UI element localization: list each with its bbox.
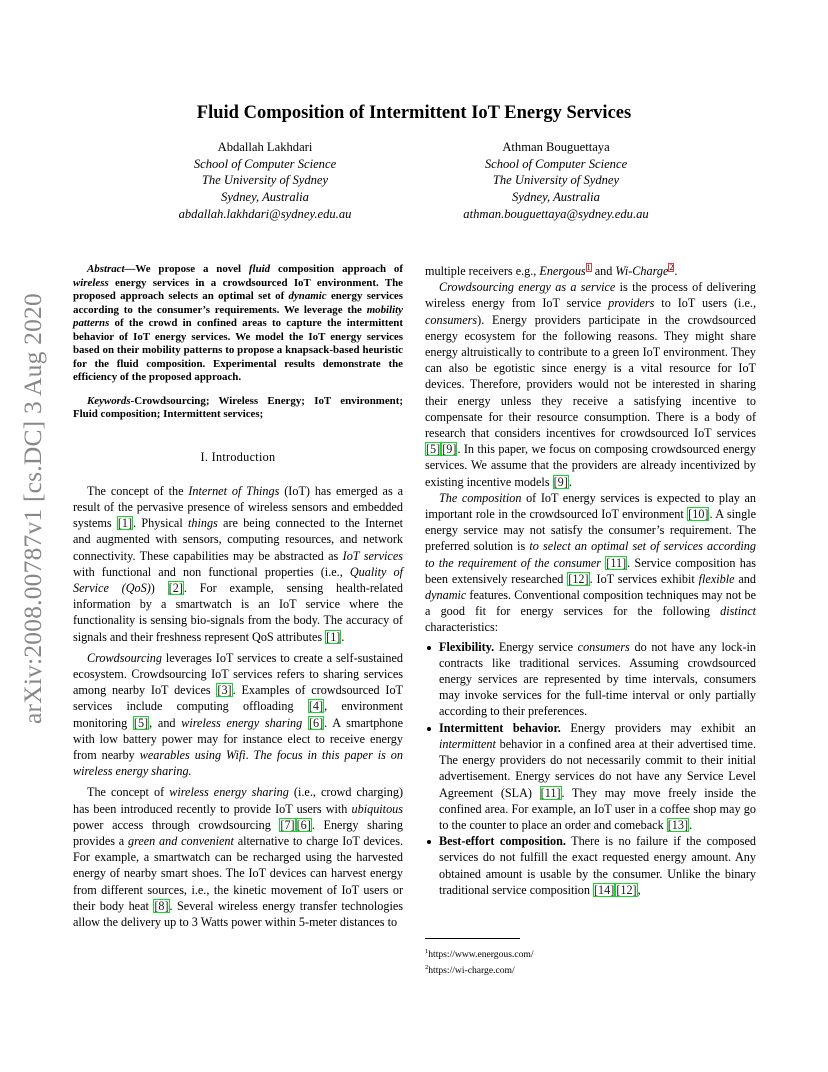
author-university: The University of Sydney	[201, 173, 329, 188]
author-email: athman.bouguettaya@sydney.edu.au	[463, 206, 649, 221]
author-university: The University of Sydney	[492, 173, 620, 188]
left-column	[73, 263, 403, 930]
author-school: School of Computer Science	[484, 156, 628, 171]
footnote-link[interactable]: 2	[669, 262, 674, 272]
footnote-2: $^2$https://wi-charge.com/	[425, 964, 515, 977]
citation-link[interactable]: [5]	[133, 715, 149, 730]
footnote-1: $^1$https://www.energous.com/	[425, 948, 534, 961]
citation-link[interactable]: [5]	[426, 442, 441, 457]
intro-paragraph-2: Crowdsourcing leverages IoT services to create a self-sustained ecosystem. Crowdsourcing IoT services refers to sharing services among nearby IoT devices [3]. Examples of crowdsourced IoT services include computing offloading [4], environment monitoring [5], and wireless energy sharing [6]. A smartphone with low battery power may for instance elect to receive energy from nearby wearables using Wifi. The focus in this paper is on wireless energy sharing.	[73, 650, 403, 779]
characteristics-list	[425, 639, 756, 898]
citation-link[interactable]: [11]	[540, 785, 561, 800]
author-name: Athman Bouguettaya	[502, 140, 610, 154]
citation-link[interactable]: [12]	[616, 882, 637, 897]
list-item-flexibility: Flexibility. Energy service consumers do not have any lock-in contracts like traditional services. Assuming crowdsourced energy services are represented by time intervals, consumers may invoke services for the full-time interval or only partially according to their preferences.	[425, 639, 756, 720]
citation-link[interactable]: [6]	[296, 817, 311, 832]
footnote-url[interactable]: https://www.energous.com/	[428, 949, 534, 961]
crowdsourcing-paragraph: Crowdsourcing energy as a service is the process of delivering wireless energy from IoT service providers to IoT users (i.e., consumers). Energy providers participate in the crowdsourced energy ecosystem for the following reasons. They might share energy altruistically to contribute to a green IoT environment. They can also be egotistic since energy is a vital resource for IoT devices. Therefore, providers would not be interested in sharing their energy unless they receive a satisfying incentive to compensate for their resource consumption. There is a body of research that considers incentives for crowdsourced IoT services [5] [9]. In this paper, we focus on composing crowdsourced energy services. We assume that the providers are already incentivized by existing incentive models [9].	[425, 280, 756, 489]
footnotes	[425, 938, 756, 977]
abstract: Abstract—We propose a novel fluid composition approach of wireless energy services in a crowdsourced IoT environment. The proposed approach selects an optimal set of dynamic energy services according to the consumer’s requirements. We leverage the mobility patterns of the crowd in confined areas to capture the intermittent behavior of IoT energy services. We model the IoT energy services based on their mobility patterns to propose a knapsack-based heuristic for the fluid composition. Experimental results demonstrate the efficiency of the proposed approach.	[73, 263, 403, 383]
citation-link[interactable]: [4]	[308, 699, 324, 714]
right-column	[425, 263, 756, 898]
citation-link[interactable]: [12]	[568, 571, 589, 586]
footnote-url[interactable]: https://wi-charge.com/	[428, 965, 515, 977]
citation-link[interactable]: [6]	[308, 715, 324, 730]
section-heading-introduction: I. Introduction	[200, 449, 276, 464]
author-school: School of Computer Science	[193, 156, 337, 171]
citation-link[interactable]: [14]	[594, 882, 615, 897]
composition-paragraph: The composition of IoT energy services is expected to play an important role in the crowdsourced IoT environment [10]. A single energy service may not satisfy the consumer’s requirement. The preferred solution is to select an optimal set of services according to the requirement of the consumer [11]. Service composition has been extensively researched [12]. IoT services exhibit flexible and dynamic features. Conventional composition techniques may not be a good fit for energy services for the following distinct characteristics:	[425, 490, 756, 635]
citation-link[interactable]: [3]	[217, 683, 232, 698]
author-name: Abdallah Lakhdari	[217, 140, 313, 154]
author-location: Sydney, Australia	[512, 190, 600, 205]
footnote-link[interactable]: 1	[586, 262, 591, 272]
citation-link[interactable]: [1]	[117, 516, 133, 531]
keywords: Keywords-Crowdsourcing; Wireless Energy; IoT environment; Fluid composition; Intermittent services;	[73, 394, 403, 420]
citation-link[interactable]: [11]	[606, 555, 627, 570]
author-location: Sydney, Australia	[221, 190, 309, 205]
intro-paragraph-1: The concept of the Internet of Things (IoT) has emerged as a result of the pervasive presence of wireless sensors and embedded systems [1]. Physical things are being connected to the Internet and augmented with sensors, computing resources, and network connectivity. These capabilities may be abstracted as IoT services with functional and non functional properties (i.e., Quality of Service (QoS)) [2]. For example, sensing health-related information by a smartwatch is an IoT service where the functionality is sensing bio-signals from the body. The accuracy of signals and their freshness represent QoS attributes [1].	[73, 483, 404, 644]
citation-link[interactable]: [2]	[168, 580, 183, 595]
citation-link[interactable]: [10]	[688, 507, 709, 522]
intro-paragraph-3: The concept of wireless energy sharing (i.e., crowd charging) has been introduced recently to provide IoT users with ubiquitous power access through crowdsourcing [7] [6]. Energy sharing provides a green and convenient alternative to charge IoT devices. For example, a smartwatch can be recharged using the harvested energy of nearby smart shoes. The IoT devices can harvest energy from different sources, i.e., the kinetic movement of IoT users or their body heat [8]. Several wireless energy transfer technologies allow the delivery up to 3 Watts power within 5-meter distances to	[73, 785, 404, 929]
author-block-1	[115, 139, 415, 223]
arxiv-identifier: arXiv:2008.00787v1 [cs.DC] 3 Aug 2020	[18, 293, 47, 724]
citation-link[interactable]: [1]	[326, 629, 341, 644]
citation-link[interactable]: [9]	[442, 442, 457, 457]
continuation-paragraph: multiple receivers e.g., Energous$^1$ and Wi-Charge$^2$.	[425, 262, 678, 278]
author-email: abdallah.lakhdari@sydney.edu.au	[178, 206, 352, 221]
list-item-intermittent-behavior: Intermittent behavior. Energy providers may exhibit an intermittent behavior in a confined area at their advertised time. The energy providers do not necessarily commit to their initial advertisement. Energy services do not have any Service Level Agreement (SLA) [11]. They may move freely inside the confined area. For example, an IoT user in a coffee shop may go to the counter to place an order and comeback [13].	[425, 720, 756, 833]
citation-link[interactable]: [7]	[280, 817, 295, 832]
citation-link[interactable]: [9]	[553, 474, 568, 489]
paper-title: Fluid Composition of Intermittent IoT Energy Services	[196, 103, 632, 123]
author-block-2	[406, 139, 706, 223]
citation-link[interactable]: [8]	[154, 898, 169, 913]
list-item-best-effort: Best-effort composition. There is no failure if the composed services do not fulfill the exact requested energy amount. Any obtained amount is usable by the consumer. Unlike the binary traditional service composition [14] [12],	[425, 833, 756, 898]
citation-link[interactable]: [13]	[667, 817, 689, 832]
